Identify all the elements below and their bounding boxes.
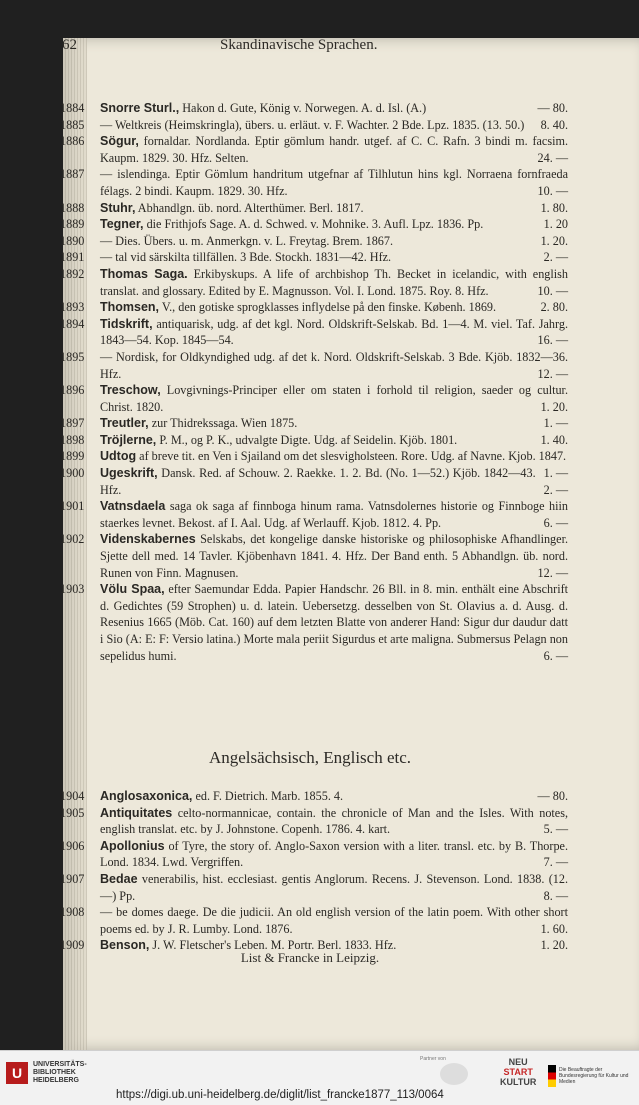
catalog-entry — [60, 216, 568, 233]
entry-text: Hakon d. Gute, König v. Norwegen. A. d. Isl. (A.) — [182, 101, 427, 115]
entry-text: P. M., og P. K., udvalgte Digte. Udg. af Seidelin. Kjöb. 1801. — [159, 432, 458, 447]
entry-number: 1903 — [60, 582, 85, 597]
viewer-footer-bar — [0, 1050, 639, 1105]
entry-headword: Apollonius — [100, 838, 165, 853]
entry-price: 12. — — [537, 565, 568, 580]
entry-headword: Anglosaxonica, — [100, 789, 193, 803]
neustart-kultur-logo[interactable]: NEU START KULTUR — [500, 1057, 537, 1087]
entry-price: 1. 20. — [540, 938, 568, 953]
entry-price: 8. — — [543, 888, 568, 903]
catalog-entry — [60, 805, 568, 838]
catalog-entry — [60, 266, 568, 299]
entry-price: 12. — — [537, 366, 568, 381]
catalog-entry — [60, 200, 568, 217]
entry-text: — islendinga. Eptir Gömlum handritum utgefnar af Tilhlutun hins kgl. Norraena fornfraeda félags. 2 bindi. Kaupm. 1829. 30. Hfz. — [100, 167, 568, 198]
entry-price: 10. — — [537, 283, 568, 298]
entry-headword: Udtog — [100, 449, 137, 464]
entry-number: 1889 — [60, 217, 85, 232]
entry-text: V., den gotiske sprogklasses inflydelse på den finske. Københ. 1869. — [161, 300, 497, 315]
entry-text: of Tyre, the story of. Anglo-Saxon version with a liter. transl. etc. by B. Thorpe. Lond. 1834. Lwd. Vergriffen. — [100, 838, 568, 870]
entry-headword: Bedae — [100, 871, 138, 886]
entry-price: 1. 80. — [540, 200, 568, 215]
entry-number: 1898 — [60, 432, 85, 447]
entry-headword: Vatnsdaela — [100, 499, 166, 514]
page-url[interactable]: https://digi.ub.uni-heidelberg.de/diglit/list_francke1877_113/0064 — [116, 1089, 444, 1101]
catalog-entry — [60, 904, 568, 937]
entry-number: 1902 — [60, 532, 85, 547]
catalog-entry — [60, 133, 568, 166]
entry-headword: Stuhr, — [100, 200, 136, 215]
entry-text: Erkibyskups. A life of archbishop Th. Becket in icelandic, with english translat. and glossary. Edited by E. Magnusson. Vol. I. Lond. 1875. Roy. 8. Hfz. — [100, 266, 568, 298]
entry-text: antiquarisk, udg. af det kgl. Nord. Oldskrift-Selskab. Bd. 1—4. M. viel. Taf. Jahrg. 1843—54. Kop. 1845—54. — [100, 316, 569, 348]
entry-number: 1899 — [60, 449, 85, 464]
entry-headword: Thomsen, — [100, 300, 160, 315]
entry-text: Selskabs, det kongelige danske historiske og philosophiske Afhandlinger. Sjette dell med. 14 Tavler. Kjöbenhavn 1841. 4. Hfz. Der Band enth. 5 Abhandlgn. üb. nord. Runen von Finn. Magnusen. — [100, 532, 568, 580]
bkm-logo[interactable]: Die Beauftragte der Bundesregierung für Kultur und Medien — [548, 1061, 634, 1091]
entry-headword: Tegner, — [100, 217, 144, 232]
page-number: 62 — [62, 37, 77, 53]
entry-text: Abhandlgn. üb. nord. Alterthümer. Berl. 1817. — [137, 200, 364, 215]
publisher-footer: List & Francke in Leipzig. — [240, 950, 380, 965]
entry-text: Lovgivnings-Principer eller om staten i forhold til religion, saeder og cultur. Christ. 1820. — [100, 383, 568, 414]
entry-price: 1. 60. — [540, 921, 568, 936]
entry-number: 1891 — [60, 250, 85, 265]
catalog-entry — [60, 871, 568, 904]
entry-text: zur Thidrekssaga. Wien 1875. — [151, 416, 298, 431]
catalog-entry — [60, 788, 568, 805]
university-library-logo[interactable] — [6, 1061, 87, 1085]
section-heading: Angelsächsisch, Englisch etc. — [208, 748, 412, 767]
entry-headword: Thomas Saga. — [100, 266, 188, 281]
entry-number: 1886 — [60, 134, 85, 149]
entry-text: J. W. Fletscher's Leben. M. Portr. Berl. 1833. Hfz. — [152, 938, 397, 953]
entry-number: 1892 — [60, 266, 85, 281]
catalog-entry — [60, 432, 568, 449]
entry-price: 2. — — [543, 250, 568, 265]
entry-headword: Treutler, — [100, 416, 149, 431]
entry-number: 1904 — [60, 789, 85, 803]
entry-number: 1885 — [60, 117, 85, 132]
partner-logo-icon[interactable] — [440, 1063, 468, 1085]
entry-price: 1. — — [543, 466, 568, 481]
catalog-entry — [60, 465, 568, 498]
entry-headword: Videnskabernes — [100, 532, 196, 547]
entry-number: 1894 — [60, 316, 85, 331]
entry-headword: Treschow, — [100, 383, 161, 398]
catalog-entry — [60, 100, 568, 117]
entry-number: 1884 — [60, 101, 85, 115]
entry-text: die Frithjofs Sage. A. d. Schwed. v. Mohnike. 3. Aufl. Lpz. 1836. Pp. — [146, 217, 484, 232]
entry-text: venerabilis, hist. ecclesiast. gentis Anglorum. Recens. J. Stevenson. Lond. 1838. (12. —) Pp. — [100, 871, 569, 903]
catalog-entry — [60, 498, 568, 531]
entry-text: — Dies. Übers. u. m. Anmerkgn. v. L. Freytag. Brem. 1867. — [100, 233, 394, 248]
entry-price: 5. — — [543, 822, 568, 837]
entry-price: 6. — — [543, 515, 568, 530]
entry-text: saga ok saga af finnboga hinum rama. Vatnsdolernes historie og Finnboge hiin staerkes levnet. Bekost. af I. Aal. Udg. af Werlauff. Kjob. 1812. 4. Pp. — [100, 499, 568, 530]
entry-list-scandinavian — [60, 100, 568, 664]
entry-price: 1. 20. — [540, 233, 568, 248]
entry-number: 1907 — [60, 871, 85, 886]
entry-headword: Völu Spaa, — [100, 582, 165, 597]
entry-headword: Sögur, — [100, 134, 139, 149]
entry-price: 1. 20. — [540, 399, 568, 414]
entry-headword: Benson, — [100, 938, 150, 953]
entry-price: 24. — — [537, 150, 568, 165]
entry-number: 1895 — [60, 349, 85, 364]
entry-price: 1. 20 — [543, 217, 568, 232]
entry-number: 1906 — [60, 838, 85, 853]
catalog-entry — [60, 166, 568, 199]
catalog-entry — [60, 233, 568, 250]
entry-headword: Tidskrift, — [100, 316, 153, 331]
entry-number: 1897 — [60, 416, 85, 431]
catalog-entry — [60, 117, 568, 134]
entry-number: 1908 — [60, 905, 85, 920]
entry-text: — be domes daege. De die judicii. An old english version of the latin poem. With other short poems ed. by J. R. Lumby. Lond. 1876. — [100, 905, 568, 936]
entry-number: 1905 — [60, 805, 85, 820]
partner-label: Partner von — [420, 1056, 446, 1062]
entry-number: 1896 — [60, 383, 85, 398]
entry-list-anglo-saxon — [60, 788, 568, 954]
entry-text: ed. F. Dietrich. Marb. 1855. 4. — [195, 789, 344, 803]
entry-text: efter Saemundar Edda. Papier Handschr. 26 Bll. in 8. min. enthält eine Abschrift d. Gedichtes (59 Strophen) u. d. latein. Uebersetzg. desselben von St. Olavius a. d. Ausg. d. Resenius 1665 (Möb. Cat. 160) auf dem letzten Blatte von anderer Hand: Sigur dur daudur datt i Sio (A: E: F: Versio latina.) Morte mala periit Sigurdus et arte maligna. Submersus Pelagn non sepelidus humi. — [100, 582, 569, 663]
entry-price: — 80. — [537, 789, 568, 803]
catalog-entry — [60, 349, 568, 382]
ub-logo-text: UNIVERSITÄTS- BIBLIOTHEK HEIDELBERG — [33, 1061, 87, 1084]
entry-text: celto-normannicae, contain. the chronicle of Man and the Isles. With notes, english translat. etc. by J. Johnstone. Copenh. 1786. 4. kart. — [100, 805, 568, 837]
catalog-entry — [60, 531, 568, 581]
entry-number: 1901 — [60, 499, 85, 514]
entry-price: 8. 40. — [540, 117, 568, 132]
entry-text: fornaldar. Nordlanda. Eptir gömlum handr. utgef. af C. C. Rafn. 3 bindi m. facsim. Kaupm. 1829. 30. Hfz. Selten. — [100, 134, 569, 165]
entry-number: 1890 — [60, 233, 85, 248]
entry-text: Dansk. Red. af Schouw. 2. Raekke. 1. 2. Bd. (No. 1—52.) Kjöb. 1842—43. Hfz. — [100, 466, 536, 497]
ub-logo-icon: U — [6, 1062, 28, 1084]
entry-text: — Nordisk, for Oldkyndighed udg. af det k. Nord. Oldskrift-Selskab. 3 Bde. Kjöb. 1832—36. Hfz. — [100, 349, 568, 381]
catalog-entry — [60, 249, 568, 266]
entry-headword: Snorre Sturl., — [100, 101, 180, 115]
catalog-entry — [60, 581, 568, 664]
entry-number: 1887 — [60, 167, 85, 182]
entry-number: 1888 — [60, 200, 85, 215]
entry-price: 2. 80. — [540, 300, 568, 315]
catalog-entry — [60, 415, 568, 432]
entry-number: 1909 — [60, 938, 85, 953]
entry-price: 6. — — [543, 648, 568, 663]
entry-number: 1893 — [60, 300, 85, 315]
entry-number: 1900 — [60, 466, 85, 481]
entry-price: 1. — — [543, 416, 568, 431]
entry-text: — tal vid särskilta tillfällen. 3 Bde. Stockh. 1831—42. Hfz. — [100, 250, 392, 265]
running-title: Skandinavische Sprachen. — [220, 37, 378, 53]
catalog-entry — [60, 299, 568, 316]
entry-price: — 80. — [537, 101, 568, 115]
entry-price: 1. 40. — [540, 432, 568, 447]
catalog-entry — [60, 838, 568, 871]
entry-headword: Tröjlerne, — [100, 432, 157, 447]
catalog-entry — [60, 316, 568, 349]
entry-price: 7. — — [543, 855, 568, 870]
entry-price: 10. — — [537, 183, 568, 198]
entry-text: af breve tit. en Ven i Sjailand om det slesvigholsteen. Rore. Udg. af Navne. Kjob. 1847. — [139, 449, 567, 464]
entry-headword: Antiquitates — [100, 805, 173, 820]
entry-price: 16. — — [537, 333, 568, 348]
entry-headword: Ugeskrift, — [100, 466, 158, 481]
federal-eagle-icon — [548, 1065, 556, 1087]
catalog-entry — [60, 382, 568, 415]
entry-price: 2. — — [543, 482, 568, 497]
entry-text: — Weltkreis (Heimskringla), übers. u. erläut. v. F. Wachter. 2 Bde. Lpz. 1835. (13. 50.) — [100, 117, 525, 132]
